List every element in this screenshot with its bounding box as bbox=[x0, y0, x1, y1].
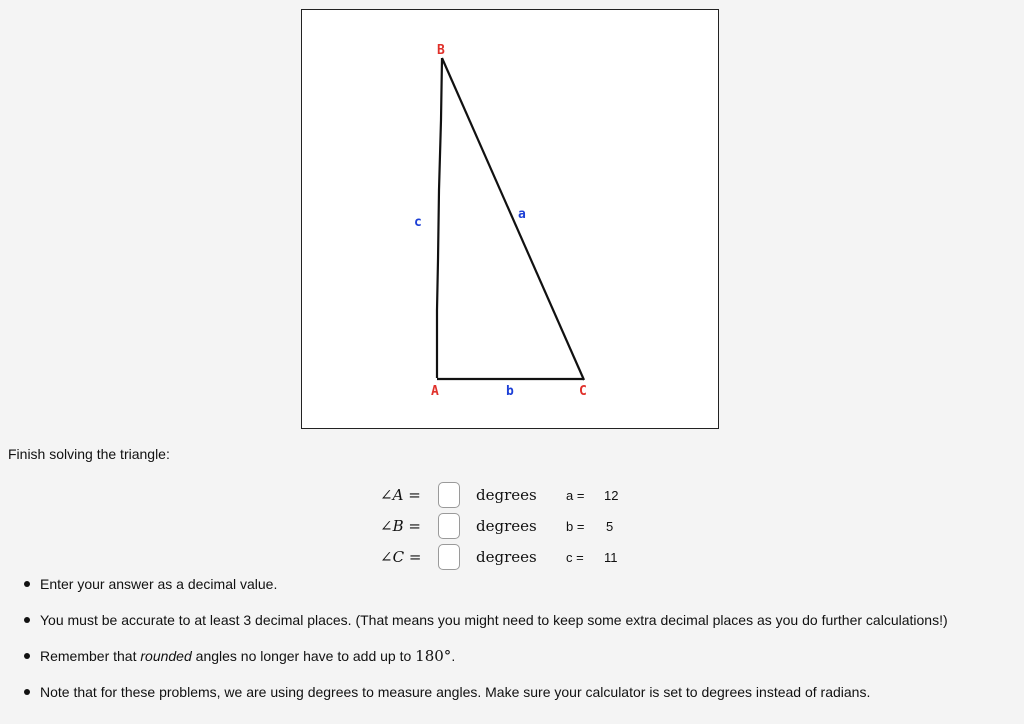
vertex-label-a: A bbox=[431, 384, 439, 399]
side-c-label: c = bbox=[566, 549, 584, 565]
side-b-value: 5 bbox=[606, 518, 614, 534]
angle-row-a bbox=[380, 480, 618, 510]
angle-a-input[interactable] bbox=[438, 482, 460, 508]
triangle-edge-a bbox=[442, 58, 584, 380]
vertex-label-b: B bbox=[437, 43, 445, 58]
instructions-list bbox=[22, 574, 948, 718]
side-label-a: a bbox=[518, 207, 526, 222]
instruction-decimal: Enter your answer as a decimal value. bbox=[22, 574, 948, 610]
angle-b-unit: degrees bbox=[476, 517, 537, 535]
triangle-diagram bbox=[302, 10, 718, 428]
angle-c-unit: degrees bbox=[476, 548, 537, 566]
side-a-label: a = bbox=[566, 487, 585, 503]
side-a-value: 12 bbox=[604, 487, 619, 503]
vertex-label-c: C bbox=[579, 384, 587, 399]
side-label-b: b bbox=[506, 384, 514, 399]
instruction-rounded: Remember that rounded angles no longer have to add up to 180°. bbox=[22, 646, 948, 682]
angle-row-c bbox=[380, 542, 618, 572]
triangle-figure bbox=[301, 9, 719, 429]
instruction-degrees: Note that for these problems, we are using degrees to measure angles. Make sure your calculator is set to degrees instead of radians. bbox=[22, 682, 948, 718]
angle-row-b bbox=[380, 511, 613, 541]
angle-a-unit: degrees bbox=[476, 486, 537, 504]
prompt-text: Finish solving the triangle: bbox=[8, 446, 170, 462]
angle-label-a: ∠A = bbox=[380, 486, 421, 504]
angle-b-input[interactable] bbox=[438, 513, 460, 539]
angle-label-c: ∠C = bbox=[380, 548, 422, 566]
triangle-edge-c bbox=[437, 58, 442, 378]
angle-c-input[interactable] bbox=[438, 544, 460, 570]
side-c-value: 11 bbox=[604, 549, 618, 565]
angle-label-b: ∠B = bbox=[380, 517, 421, 535]
instruction-accuracy: You must be accurate to at least 3 decimal places. (That means you might need to keep some extra decimal places as you do further calculations!) bbox=[22, 610, 948, 646]
side-b-label: b = bbox=[566, 518, 585, 534]
side-label-c: c bbox=[414, 215, 422, 230]
